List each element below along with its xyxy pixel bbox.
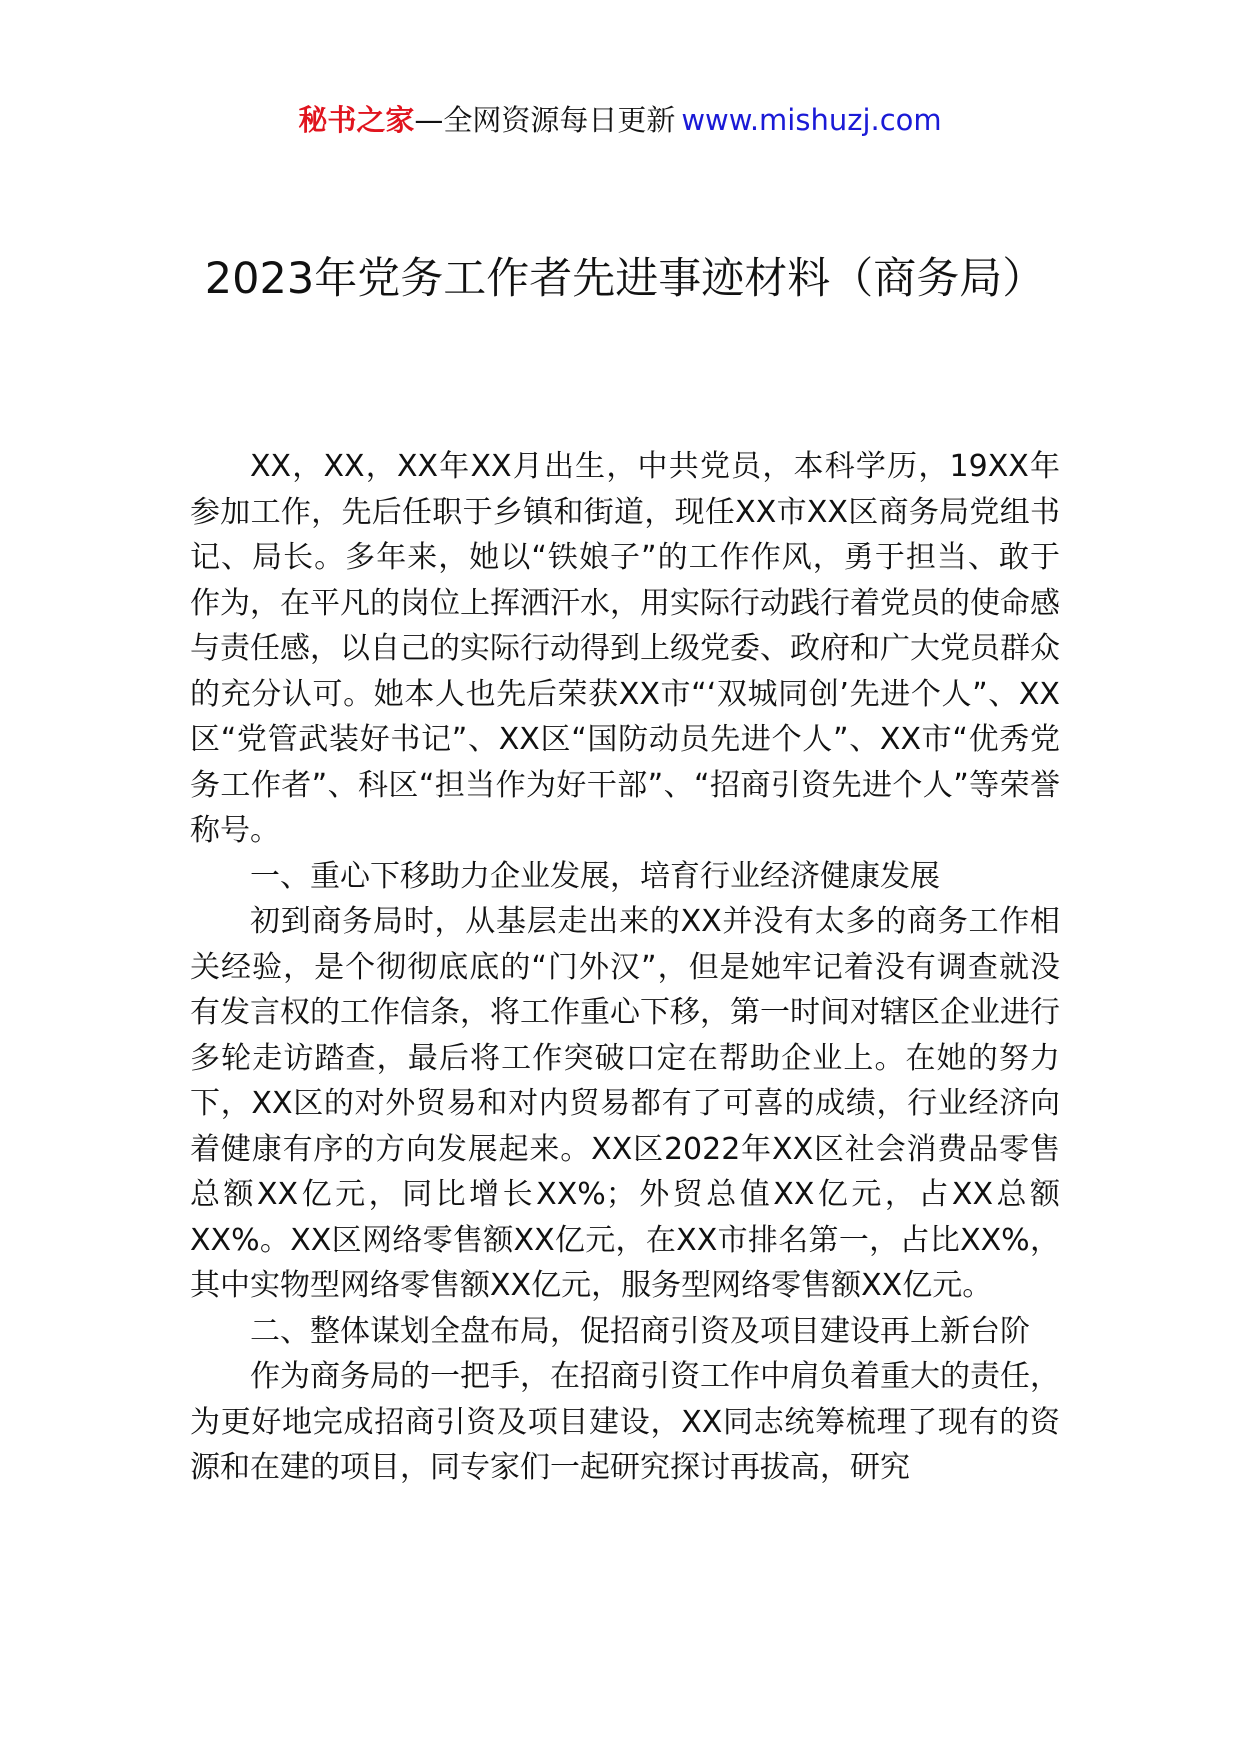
site-url-link[interactable]: www.mishuzj.com <box>681 103 942 137</box>
section-1-paragraph: 初到商务局时，从基层走出来的XX并没有太多的商务工作相关经验，是个彻彻底底的“门外汉”，但是她牢记着没有调查就没有发言权的工作信条，将工作重心下移，第一时间对辖区企业进行多轮走访踏查，最后将工作突破口定在帮助企业上。在她的努力下，XX区的对外贸易和对内贸易都有了可喜的成绩，行业经济向着健康有序的方向发展起来。XX区2022年XX区社会消费品零售总额XX亿元，同比增长XX%；外贸总值XX亿元，占XX总额XX%。XX区网络零售额XX亿元，在XX市排名第一，占比XX%，其中实物型网络零售额XX亿元，服务型网络零售额XX亿元。 <box>190 904 1060 1303</box>
site-brand: 秘书之家 <box>298 103 415 137</box>
site-header <box>0 100 1240 140</box>
site-tagline: —全网资源每日更新 <box>414 103 676 137</box>
section-heading-1: 一、重心下移助力企业发展，培育行业经济健康发展 <box>250 858 940 894</box>
section-heading-2: 二、整体谋划全盘布局，促招商引资及项目建设再上新台阶 <box>250 1313 1030 1349</box>
section-2-paragraph: 作为商务局的一把手，在招商引资工作中肩负着重大的责任，为更好地完成招商引资及项目建设，XX同志统筹梳理了现有的资源和在建的项目，同专家们一起研究探讨再拔高，研究 <box>190 1359 1060 1485</box>
document-body <box>190 444 1060 1491</box>
document-title: 2023年党务工作者先进事迹材料（商务局） <box>204 254 1046 304</box>
intro-paragraph: XX，XX，XX年XX月出生，中共党员，本科学历，19XX年参加工作，先后任职于乡镇和街道，现任XX市XX区商务局党组书记、局长。多年来，她以“铁娘子”的工作作风，勇于担当、敢于作为，在平凡的岗位上挥洒汗水，用实际行动践行着党员的使命感与责任感，以自己的实际行动得到上级党委、政府和广大党员群众的充分认可。她本人也先后荣获XX市“‘双城同创’先进个人”、XX区“党管武装好书记”、XX区“国防动员先进个人”、XX市“优秀党务工作者”、科区“担当作为好干部”、“招商引资先进个人”等荣誉称号。 <box>190 449 1060 848</box>
